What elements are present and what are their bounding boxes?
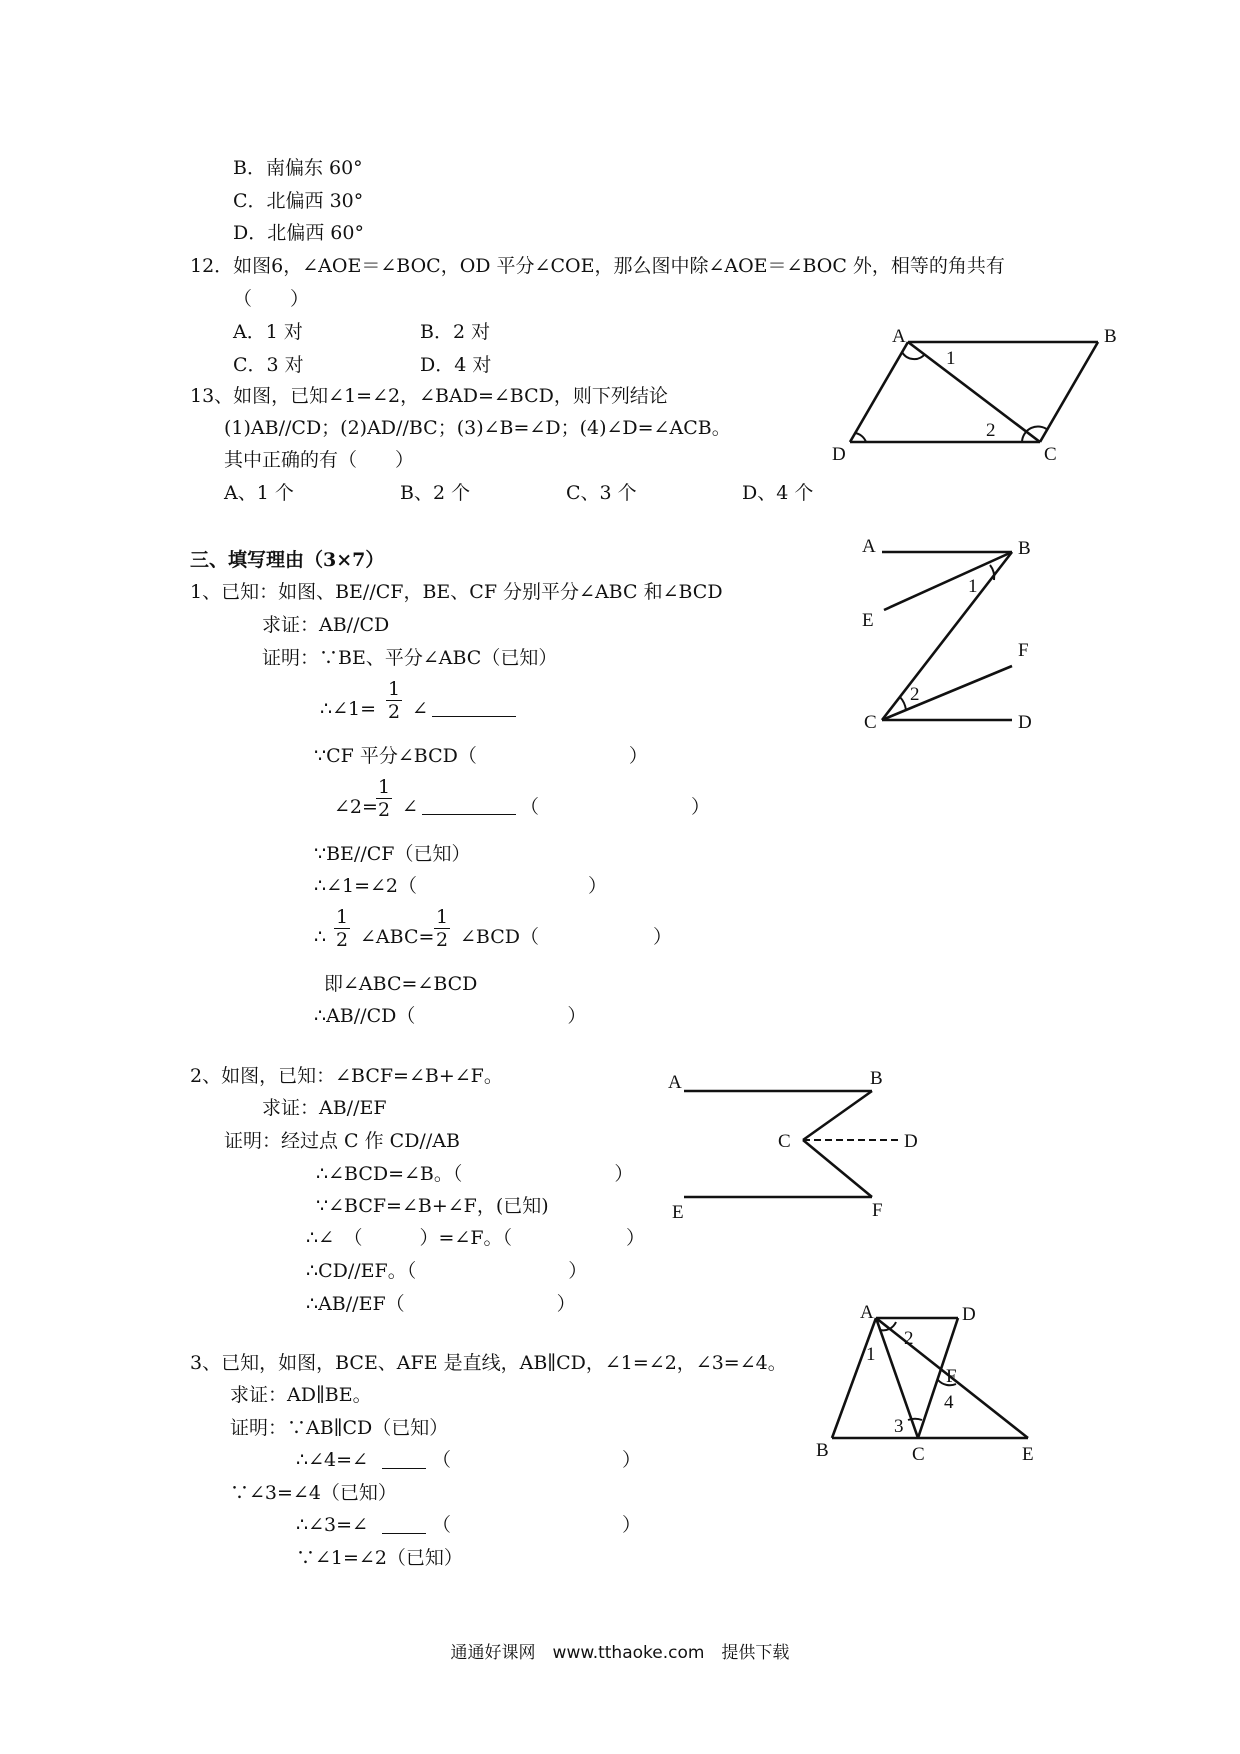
q12-stem: 12．如图6，∠AOE＝∠BOC，OD 平分∠COE，那么图中除∠AOE＝∠BOC 外，相等的角共有 (190, 255, 1005, 277)
p3-line3-blank[interactable] (382, 1533, 426, 1534)
p3-line3-reason: （ ） (432, 1514, 642, 1536)
p3-line2: ∵∠3=∠4（已知） (230, 1482, 397, 1504)
p1-prove: 求证：AB//CD (262, 614, 390, 636)
p2-line3: ∴∠ （ ）=∠F。（ ） (306, 1227, 646, 1249)
q13-stem: 13、如图，已知∠1=∠2，∠BAD=∠BCD，则下列结论 (190, 385, 668, 407)
page-footer: 通通好课网 www.tthaoke.com 提供下载 (450, 1643, 790, 1663)
fig3-angle-3: 3 (894, 1416, 904, 1437)
q11-option-c: C．北偏西 30° (233, 190, 364, 212)
fig13-label-b: B (1104, 326, 1117, 347)
fig13-angle-1: 1 (946, 348, 956, 369)
p1-line6-suffix: ∠BCD（ ） (460, 926, 673, 948)
fig13-angle-2: 2 (986, 420, 996, 441)
fig3-label-e: E (1022, 1444, 1034, 1465)
p3-prove: 求证：AD∥BE。 (230, 1384, 372, 1406)
fig1-angle-2: 2 (910, 684, 920, 705)
fraction-numerator: 1 (388, 678, 401, 700)
p1-line6-prefix: ∴ (314, 926, 327, 948)
p2-proof-start: 证明：经过点 C 作 CD//AB (224, 1130, 460, 1152)
p2-line1: ∴∠BCD=∠B。（ ） (316, 1163, 634, 1185)
p1-line1-half (386, 678, 402, 723)
fig3-angle-2: 2 (904, 1328, 914, 1349)
fig2-label-c: C (778, 1131, 791, 1152)
q13-option-c: C、3 个 (566, 482, 637, 504)
fig1-label-e: E (862, 610, 874, 631)
q13-option-d: D、4 个 (742, 482, 814, 504)
fig1-label-f: F (1018, 640, 1029, 661)
fig3-angle-4: 4 (944, 1392, 954, 1413)
p1-line1-prefix: ∴∠1= (320, 698, 377, 720)
fig1-label-b: B (1018, 538, 1031, 559)
fig3-label-c: C (912, 1444, 925, 1465)
section-3-title: 三、填写理由（3×7） (190, 549, 385, 571)
fig1-label-c: C (864, 712, 877, 733)
p3-line1-reason: （ ） (432, 1449, 642, 1471)
fig3-angle-1: 1 (866, 1344, 876, 1365)
fig1-label-d: D (1018, 712, 1032, 733)
fig3-label-a: A (860, 1302, 874, 1323)
q11-option-b: B．南偏东 60° (233, 157, 363, 179)
q13-option-a: A、1 个 (224, 482, 294, 504)
fig2-label-f: F (872, 1200, 883, 1221)
fig13-label-c: C (1044, 444, 1057, 465)
p1-line5: ∴∠1=∠2（ ） (314, 875, 608, 897)
fraction-denominator: 2 (378, 799, 391, 821)
p1-line7: 即∠ABC=∠BCD (324, 973, 478, 995)
fraction-numerator: 1 (378, 776, 391, 798)
q12-option-c: C．3 对 (233, 354, 304, 376)
p3-line1: ∴∠4=∠ (296, 1449, 368, 1471)
p1-line3-half (376, 776, 392, 821)
fraction-denominator: 2 (388, 701, 401, 723)
p2-line4: ∴CD//EF。（ ） (306, 1260, 588, 1282)
fig3-label-b: B (816, 1440, 829, 1461)
fig13-label-a: A (892, 326, 906, 347)
p1-line6-half-a (334, 906, 350, 951)
p1-line8: ∴AB//CD（ ） (314, 1005, 587, 1027)
fraction-numerator: 1 (336, 906, 349, 928)
p3-line1-blank[interactable] (382, 1468, 426, 1469)
p1-proof-start: 证明：∵BE、平分∠ABC（已知） (262, 647, 558, 669)
fig3-label-d: D (962, 1304, 976, 1325)
p2-line5: ∴AB//EF（ ） (306, 1293, 576, 1315)
p1-line3-reason: （ ） (520, 796, 711, 818)
p1-line3-angle: ∠ (402, 796, 418, 818)
p3-line3: ∴∠3=∠ (296, 1514, 368, 1536)
p1-line3-prefix: ∠2= (334, 796, 378, 818)
fig2-label-d: D (904, 1131, 918, 1152)
q13-conclusions: (1)AB//CD；(2)AD//BC；(3)∠B=∠D；(4)∠D=∠ACB。 (224, 417, 731, 439)
p1-line2: ∵CF 平分∠BCD（ ） (314, 745, 648, 767)
p1-line6-middle: ∠ABC= (360, 926, 435, 948)
p1-stem: 1、已知：如图、BE//CF，BE、CF 分别平分∠ABC 和∠BCD (190, 581, 723, 603)
q12-option-a: A．1 对 (233, 321, 303, 343)
p2-stem: 2、如图，已知：∠BCF=∠B+∠F。 (190, 1065, 503, 1087)
q13-ask: 其中正确的有（ ） (224, 449, 415, 471)
p2-prove: 求证：AB//EF (262, 1097, 387, 1119)
q13-option-b: B、2 个 (400, 482, 471, 504)
fraction-numerator: 1 (436, 906, 449, 928)
fig2-label-b: B (870, 1068, 883, 1089)
q12-option-d: D．4 对 (420, 354, 492, 376)
fig1-angle-1: 1 (968, 576, 978, 597)
q12-option-b: B．2 对 (420, 321, 491, 343)
fig2-label-a: A (668, 1072, 682, 1093)
p1-line1-angle: ∠ (412, 698, 428, 720)
fig13-label-d: D (832, 444, 846, 465)
p3-stem: 3、已知，如图，BCE、AFE 是直线，AB∥CD，∠1=∠2，∠3=∠4。 (190, 1352, 787, 1374)
fig1-label-a: A (862, 536, 876, 557)
p1-line4: ∵BE//CF（已知） (314, 843, 471, 865)
p1-line6-half-b (434, 906, 450, 951)
p1-line3-blank[interactable] (422, 814, 516, 815)
fraction-denominator: 2 (436, 929, 449, 951)
p3-line4: ∵∠1=∠2（已知） (296, 1547, 463, 1569)
fig2-label-e: E (672, 1202, 684, 1223)
p2-line2: ∵∠BCF=∠B+∠F，(已知) (316, 1195, 549, 1217)
fraction-denominator: 2 (336, 929, 349, 951)
fig3-label-f: F (946, 1366, 957, 1387)
q11-option-d: D．北偏西 60° (233, 222, 364, 244)
p1-line1-blank[interactable] (432, 716, 516, 717)
q12-answer-paren: （ ） (233, 288, 310, 310)
p3-proof-start: 证明：∵AB∥CD（已知） (230, 1417, 449, 1439)
